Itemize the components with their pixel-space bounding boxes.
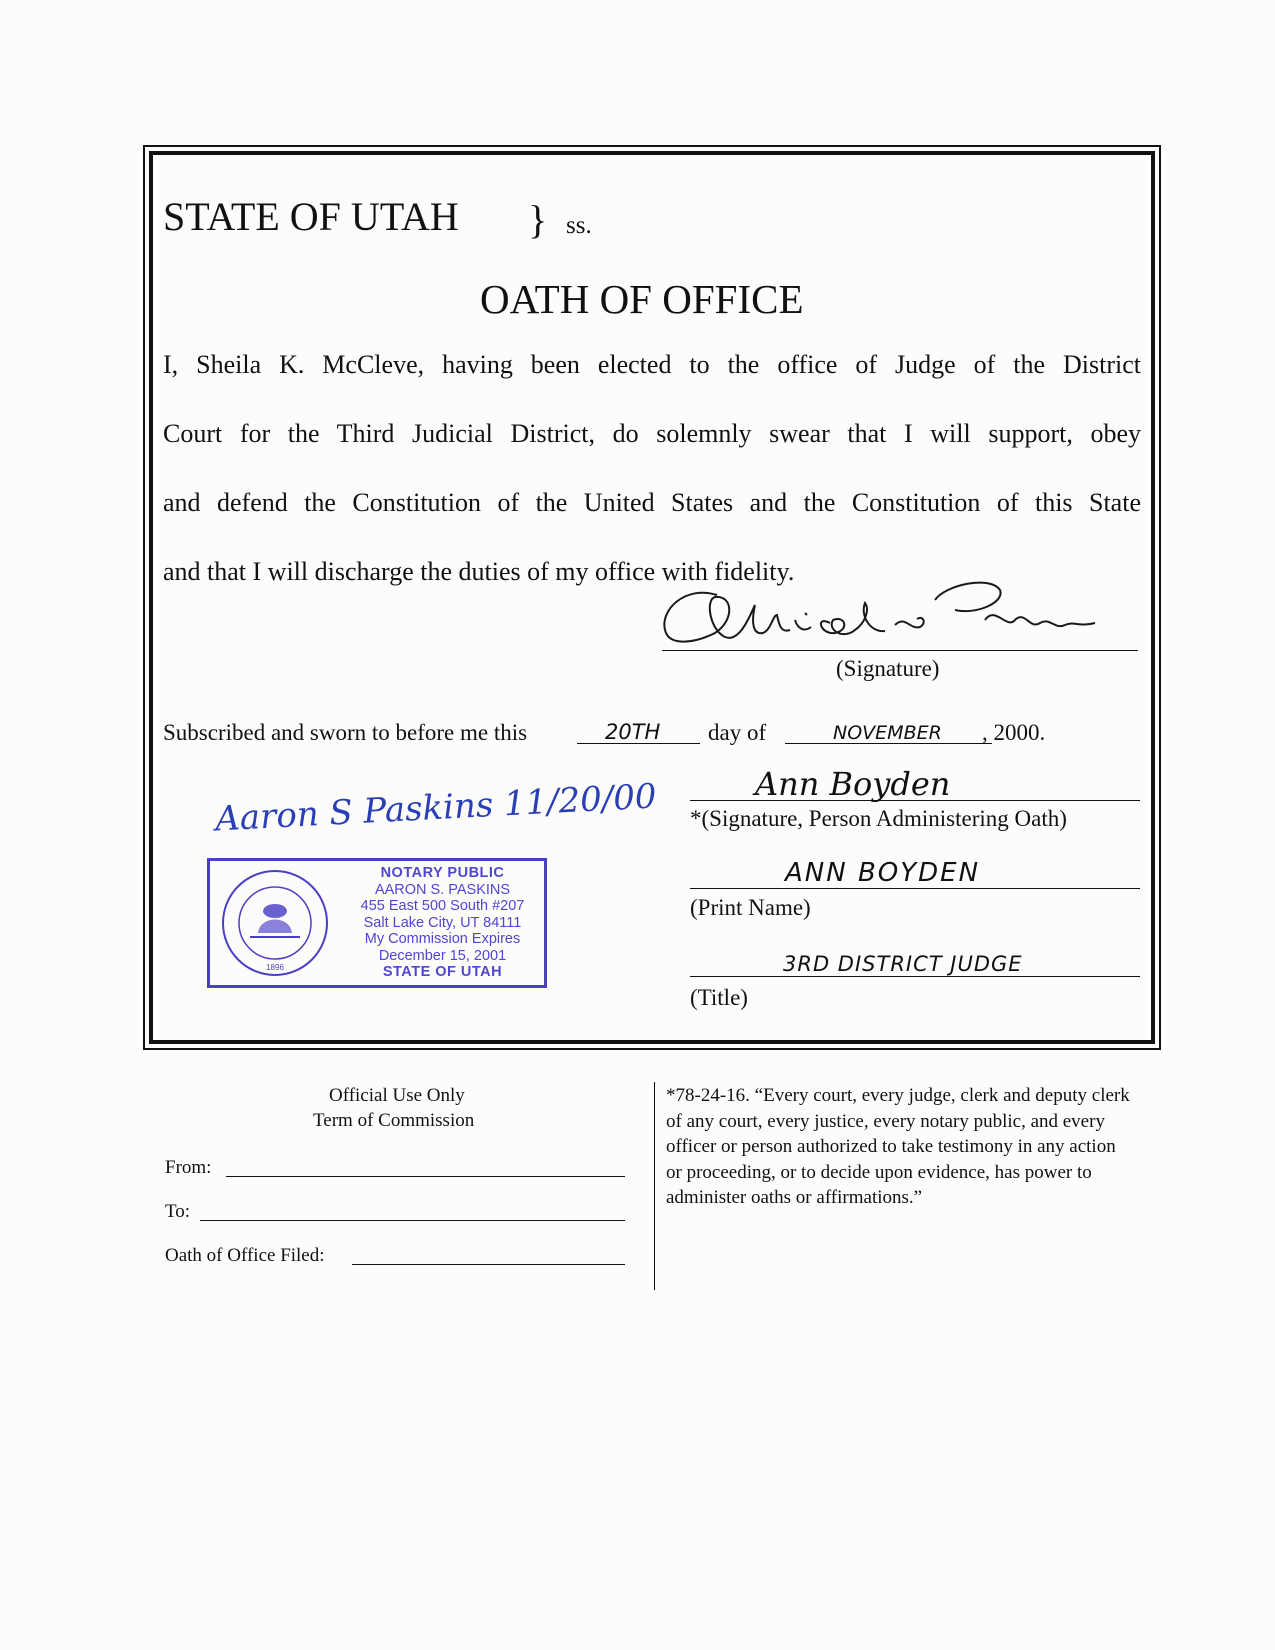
administrator-signature-label: *(Signature, Person Administering Oath)	[690, 806, 1067, 831]
from-field[interactable]	[226, 1176, 625, 1177]
notary-stamp-text	[340, 865, 545, 981]
year-text: , 2000.	[982, 720, 1046, 745]
stamp-line-1: NOTARY PUBLIC	[380, 865, 505, 881]
state-seal-icon	[220, 867, 330, 979]
oath-filed-field[interactable]	[352, 1264, 625, 1265]
oath-text-line-2: Court for the Third Judicial District, do solemnly swear that I will support, obey	[163, 419, 1141, 448]
oath-filed-label: Oath of Office Filed:	[165, 1245, 325, 1266]
signature-label: (Signature)	[836, 656, 940, 681]
state-heading: STATE OF UTAH	[163, 194, 459, 239]
official-use-heading: Official Use Only	[329, 1085, 465, 1106]
subscribed-text: Subscribed and sworn to before me this	[163, 720, 528, 745]
stamp-line-4: Salt Lake City, UT 84111	[363, 914, 522, 931]
administrator-handwritten-signature: Ann Boyden	[755, 765, 951, 803]
to-label: To:	[165, 1201, 191, 1222]
notary-stamp	[207, 858, 547, 988]
oath-text-line-4: and that I will discharge the duties of my office with fidelity.	[163, 557, 795, 586]
print-name-label: (Print Name)	[690, 895, 811, 920]
oath-text-line-1: I, Sheila K. McCleve, having been elected to the office of Judge of the District	[163, 350, 1141, 379]
document-title: OATH OF OFFICE	[480, 276, 804, 322]
stamp-line-2: AARON S. PASKINS	[374, 881, 511, 898]
to-field[interactable]	[200, 1220, 625, 1221]
from-label: From:	[165, 1157, 212, 1178]
day-handwritten: 20TH	[605, 720, 661, 744]
section-divider	[654, 1082, 655, 1290]
notary-handwritten-signature: Aaron S Paskins 11/20/00	[214, 776, 658, 840]
month-handwritten: NOVEMBER	[833, 722, 942, 744]
stamp-line-5: My Commission Expires	[364, 931, 521, 947]
statute-citation: *78-24-16. “Every court, every judge, clerk and deputy clerk of any court, every justice, every notary public, and every officer or person authorized to take testimony in any action or proceeding, or to decide upon evidence, has power to administer oaths or affirmations.”	[666, 1085, 1130, 1208]
print-name-line	[690, 888, 1140, 889]
day-of-text: day of	[708, 720, 767, 745]
stamp-line-6: December 15, 2001	[378, 947, 507, 964]
stamp-line-7: STATE OF UTAH	[382, 964, 503, 980]
seal-year: 1896	[266, 963, 284, 972]
title-label: (Title)	[690, 985, 748, 1010]
print-name-handwritten: ANN BOYDEN	[785, 858, 981, 888]
title-line	[690, 976, 1140, 977]
oath-text-line-3: and defend the Constitution of the United States and the Constitution of this State	[163, 488, 1141, 517]
term-of-commission-heading: Term of Commission	[313, 1110, 475, 1131]
ss-abbreviation: ss.	[566, 212, 592, 239]
venue-brace: }	[528, 197, 548, 242]
title-handwritten: 3RD DISTRICT JUDGE	[783, 952, 1023, 976]
administrator-signature-line	[690, 800, 1140, 801]
stamp-line-3: 455 East 500 South #207	[360, 898, 525, 914]
oath-taker-signature-line	[662, 650, 1138, 651]
